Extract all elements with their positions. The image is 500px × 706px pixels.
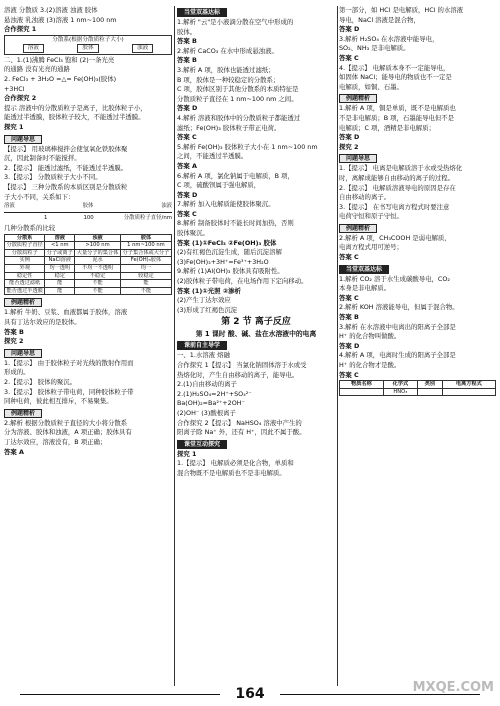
tag-class-interaction: 课堂互动探究 <box>177 440 227 449</box>
tag-example-analysis-2: 例题精析 <box>4 409 42 418</box>
table-cell: 不能 <box>75 287 121 295</box>
text-line: 电离方程式用可逆号； <box>339 243 403 252</box>
table-cell: 稳定 <box>45 272 75 280</box>
text-line: 2.解析 CaCO₃ 在水中形成悬浊液。 <box>177 46 278 55</box>
text-line: 同种电荷，彼此相互排斥，不易聚集。 <box>4 397 113 406</box>
text-line: 合作探究 2【提示】 NaHSO₄ 溶液中产生的 <box>177 418 302 427</box>
text-line: (2)有红褐色沉淀生成，随后沉淀溶解 <box>177 248 282 257</box>
table-cell: 实例 <box>5 257 45 265</box>
text-line: 胶体。 <box>177 27 197 36</box>
table-cell: NaCl溶液 <box>45 257 75 265</box>
text-line: 时，离解成能够自由移动的离子的过程。 <box>339 173 455 182</box>
col3-section-5 <box>339 275 496 380</box>
diagram-box-suspension: 浊液 <box>132 44 153 53</box>
table-cell: Fe(OH)₃胶体 <box>120 257 171 265</box>
text-line: 答案 B <box>177 37 197 46</box>
column-middle <box>177 6 335 686</box>
table-cell: 能 <box>45 287 75 295</box>
lesson-title: 第 1 课时 酸、碱、盐在水溶液中的电离 <box>195 330 317 339</box>
text-line: 答案 C <box>177 209 197 218</box>
text-line: 答案 D <box>339 133 360 142</box>
text-line: 溶液 分散质 3.(2)溶液 浊液 胶体 <box>4 6 98 14</box>
text-line: 之间，不能透过半透膜。 <box>177 152 248 161</box>
text-line: 1.解析 牛奶、豆浆、血液都属于胶体，溶液 <box>4 308 128 317</box>
text-line: 一、1.水溶液 熔融 <box>177 351 230 360</box>
text-line: (3)Fe(OH)₃+3H⁺=Fe³⁺+3H₂O <box>177 257 269 266</box>
col2-heading-probe-1: 探究 1 <box>177 449 197 458</box>
text-line: 答案 D <box>339 341 360 350</box>
text-line: 1.解析 CO₂ 溶于水生成碳酸导电，CO₂ <box>339 274 450 283</box>
col3-heading-probe-2: 探究 2 <box>339 142 359 151</box>
col1-heading-probe-1: 探究 1 <box>4 122 24 131</box>
table-cell <box>442 388 495 396</box>
text-line: 3.【提示】 在书写电离方程式时要注意 <box>339 202 450 211</box>
text-line: 1.【提示】 电解质必须是化合物，单质和 <box>177 459 294 468</box>
axis-tick-1: 1 <box>44 215 48 222</box>
text-line: 2. FeCl₃ + 3H₂O =△= Fe(OH)₃(胶体) <box>4 74 117 83</box>
table-title: 几种分散系的比较 <box>4 224 56 233</box>
text-line: 混合物既不是电解质也不是非电解质。 <box>177 468 286 477</box>
text-line: Ba(OH)₂=Ba²⁺+2OH⁻ <box>177 399 245 408</box>
text-line: 胶体聚沉。 <box>177 229 209 238</box>
text-line: 答案 B <box>177 56 197 65</box>
col1-section-7 <box>4 419 172 456</box>
table-row <box>5 257 172 265</box>
table-cell: HNO₃ <box>383 388 417 396</box>
text-line: 提示 溶液中的分散质粒子是离子，比胶体粒子小， <box>4 103 147 112</box>
col1-heading-explore-1: 合作探究 1 <box>4 25 37 34</box>
table-cell: 浊液 <box>75 234 121 242</box>
text-line: H⁺ 的化合物叫做酸。 <box>339 332 401 341</box>
column-right <box>339 6 496 686</box>
table-row <box>5 265 172 273</box>
text-line: 如固体 NaCl；能导电的物质也不一定是 <box>339 73 452 82</box>
text-line: 3.解析 在水溶液中电离出的阳离子全部是 <box>339 322 456 331</box>
text-line: 本身是非电解质。 <box>339 284 391 293</box>
text-line: 2.【提示】 电解质溶液导电的原因是存在 <box>339 183 456 192</box>
watermark: MXQE.COM <box>412 680 494 695</box>
text-line: 3.解析 A 项，胶体也能透过滤纸； <box>177 65 275 74</box>
text-line: 4.解析 溶液和胶体中的分散质粒子都能透过 <box>177 113 301 122</box>
table-cell: 胶体 <box>120 234 171 242</box>
text-line: SO₂、NH₃ 是非电解质。 <box>339 44 410 53</box>
dispersion-comparison-table <box>4 234 172 296</box>
text-line: 答案 D <box>177 104 198 113</box>
table-cell: 分散系 <box>5 234 45 242</box>
axis-ticks <box>4 215 172 222</box>
text-line: 答案 C <box>339 293 359 302</box>
text-line: 答案 (1)①光照 ②渗析 <box>177 286 241 295</box>
text-line: 悬浊液 乳浊液 (3)溶液 1 nm~100 nm <box>4 15 117 24</box>
text-line: 3.解析 H₂SO₄ 在水溶液中能导电， <box>339 34 439 43</box>
text-line: 6.解析 A 项，氯化钠属于电解质，B 项， <box>177 171 294 180</box>
table-cell: 物质名称 <box>340 381 384 389</box>
text-line: 1.【提示】 由于胶体粒子对光线的散射作用而 <box>4 358 134 367</box>
text-line: H⁺ 的化合物才是酸。 <box>339 361 401 369</box>
text-line: 2.解析 A 项，CH₃COOH 是弱电解质， <box>339 233 451 242</box>
column-divider-2 <box>337 6 338 686</box>
col1-section-6 <box>4 359 172 406</box>
tag-question-guide-3: 问题导思 <box>339 154 377 163</box>
text-line: 沉，因此制备时不能搅拌。 <box>4 154 81 163</box>
text-line: 热熔化时，产生自由移动的离子，能导电。 <box>177 370 299 379</box>
column-divider-1 <box>174 6 175 686</box>
text-line: 电解质，如铜、石墨。 <box>339 82 403 91</box>
diagram-box-solution: 溶液 <box>23 44 44 53</box>
text-line: 7.解析 加入电解质能使胶体聚沉。 <box>177 200 275 209</box>
table-cell: 不能 <box>120 287 171 295</box>
diagram-label: 分散系(根据分散质粒子大小) <box>52 36 124 43</box>
diagram-box-colloid: 胶体 <box>77 44 98 53</box>
col2-section-3 <box>177 459 335 477</box>
diagram-boxes <box>6 44 170 53</box>
axis-tick-100: 100 <box>83 215 94 222</box>
table-cell <box>417 388 442 396</box>
text-line: 2.(1)自由移动的离子 <box>177 380 237 389</box>
text-line: 1.【提示】 电离是电解质溶于水或受热熔化 <box>339 164 463 173</box>
text-line: 【提示】 用玻璃棒搅拌会使氢氧化铁胶体聚 <box>4 144 128 153</box>
tag-example-analysis-4: 例题精析 <box>339 224 377 233</box>
text-line: 答案 C <box>339 53 359 62</box>
text-line: 答案 (1)①FeCl₃ ②Fe(OH)₃ 胶体 <box>177 238 277 247</box>
text-line: 合作探究 1【提示】 当氯化钠固体溶于水或受 <box>177 361 307 369</box>
table-cell: 不稳定 <box>75 272 121 280</box>
text-line: 5.解析 Fe(OH)₃ 胶体粒子大小在 1 nm~100 nm <box>177 142 318 151</box>
text-line: 4.解析 A 项，电离时生成的阳离子全部是 <box>339 351 456 360</box>
text-line: 答案 B <box>339 313 359 322</box>
tag-example-analysis-3: 例题精析 <box>339 94 377 103</box>
text-line: 2.【提示】 胶体的聚沉。 <box>4 378 77 386</box>
axis-part-solution: 溶液 <box>4 203 15 210</box>
text-line: +3HCl <box>4 84 25 93</box>
table-cell: >100 nm <box>75 242 121 250</box>
text-line: 具有丁达尔效应的是胶体。 <box>4 318 81 327</box>
table-row <box>5 242 172 250</box>
col3-section-1 <box>339 6 496 91</box>
text-line: 分为溶液、胶体和浊液，A 项正确；胶体具有 <box>4 428 132 437</box>
text-line: C 项，硫酸钡属于强电解质， <box>177 181 261 190</box>
table-row <box>5 287 172 295</box>
text-line: 答案 C <box>339 370 359 379</box>
axis-unit: 分散质粒子直径/nm <box>123 215 172 222</box>
col1-section-4 <box>4 145 172 202</box>
tag-self-study: 课前自主导学 <box>177 341 227 350</box>
table-row <box>5 249 172 257</box>
col1-heading-explore-2: 合作探究 2 <box>4 94 37 103</box>
text-line: 3.【提示】 分散质粒子大小不同。 <box>4 173 102 182</box>
text-line: 二、1.(1)沸腾 FeCl₃ 饱和 (2)一条光亮 <box>4 55 115 64</box>
text-line: 答案 D <box>339 25 360 34</box>
col2-section-1 <box>177 18 335 314</box>
col3-section-4 <box>339 234 496 262</box>
text-line: 子大小不同，关系如下： <box>4 192 75 201</box>
particle-size-axis <box>4 203 172 222</box>
text-line: 电荷守恒和原子守恒。 <box>339 212 403 221</box>
table-cell: 不能 <box>75 280 121 288</box>
text-line: 自由移动的离子。 <box>339 193 391 202</box>
table-cell: 能 <box>120 280 171 288</box>
table-cell: 1 nm~100 nm <box>120 242 171 250</box>
table-cell: <1 nm <box>45 242 75 250</box>
classification-diagram <box>4 35 172 55</box>
table-cell: 电离方程式 <box>442 381 495 389</box>
table-cell: 能 <box>45 280 75 288</box>
text-line: B 项，胶体是一种较稳定的分散系； <box>177 75 280 84</box>
table-cell: 能否透过滤纸 <box>5 280 45 288</box>
table-row <box>5 234 172 242</box>
col3-section-3 <box>339 164 496 221</box>
text-line: 答案 D <box>177 190 198 199</box>
col1-section-5 <box>4 308 172 336</box>
text-line: 1.解析 A 项，铜是单质，既不是电解质也 <box>339 104 456 113</box>
text-line: 答案 C <box>177 133 197 142</box>
text-line: 形成的。 <box>4 368 30 377</box>
axis-part-suspension: 浊液 <box>161 203 172 210</box>
text-line: 阳离子除 Na⁺ 外，还有 H⁺，因此不属于酸。 <box>177 428 306 437</box>
table-cell: 稳定性 <box>5 272 45 280</box>
tag-question-guide: 问题导思 <box>4 135 42 144</box>
table-cell: 泥水 <box>75 257 121 265</box>
table-row <box>5 272 172 280</box>
text-line: 不是非电解质；B 项，石墨能导电但不是 <box>339 113 455 122</box>
text-line: 能透过半透膜，胶体粒子较大，不能透过半透膜。 <box>4 113 145 122</box>
table-cell: 外观 <box>5 265 45 273</box>
text-line: 答案 A <box>4 447 24 456</box>
text-line: 【提示】 三种分散系的本质区别是分散质粒 <box>4 182 128 191</box>
text-line: (2)OH⁻ (3)酸根离子 <box>177 408 236 417</box>
table-cell: 分子集合体或大分子 <box>120 249 171 257</box>
text-line: 2.解析 KOH 溶液能导电，但属于混合物。 <box>339 303 459 312</box>
text-line: (3)形成了红褐色沉淀 <box>177 305 238 314</box>
table-cell: 类别 <box>417 381 442 389</box>
text-line: 2.【提示】 能透过滤纸，不能透过半透膜。 <box>4 163 128 172</box>
table-cell: 化学式 <box>383 381 417 389</box>
col1-section-2 <box>4 56 172 93</box>
table-cell <box>340 388 384 396</box>
table-cell: 分子或离子 <box>46 249 73 256</box>
page-number: 164 <box>235 686 265 702</box>
text-line: 2.(1)H₂SO₄=2H⁺+SO₄²⁻ <box>177 389 252 398</box>
col2-section-2 <box>177 351 335 436</box>
table-cell: 不均一不透明 <box>75 265 121 273</box>
table-cell: 溶液 <box>45 234 75 242</box>
col1-heading-probe-2: 探究 2 <box>4 337 24 346</box>
text-line: 8.解析 制备胶体时不能长时间加热，否则 <box>177 219 294 228</box>
table-cell: 均一 <box>120 265 171 273</box>
text-line: 第一部分，如 HCl 是电解质，HCl 的水溶液 <box>339 6 464 14</box>
text-line: 3.【提示】 胶体粒子带电荷，同种胶体粒子带 <box>4 387 134 396</box>
section-title: 第 2 节 离子反应 <box>221 317 291 328</box>
text-line: 分散质粒子直径在 1 nm~100 nm 之间。 <box>177 94 298 103</box>
text-line: 9.解析 (1)Al(OH)₃ 胶体具有吸附性。 <box>177 267 284 276</box>
text-line: 导电，NaCl 溶液是混合物， <box>339 15 420 24</box>
axis-parts <box>4 203 172 210</box>
text-line: 1.解析 "云"是小液滴分散在空气中形成的 <box>177 18 294 26</box>
tag-question-guide-2: 问题导思 <box>4 349 42 358</box>
table-cell: 均一透明 <box>45 265 75 273</box>
col3-section-2 <box>339 104 496 141</box>
text-line: 电解质；C 项，酒精是非电解质； <box>339 123 435 132</box>
column-left <box>4 6 172 686</box>
text-line: (2)产生丁达尔效应 <box>177 296 231 305</box>
axis-part-colloid: 胶体 <box>82 203 94 210</box>
text-line: 答案 C <box>339 253 359 262</box>
tag-class-practice-2: 当堂双基达标 <box>339 265 389 274</box>
text-line: 的通路 没有光亮的通路 <box>4 65 70 74</box>
tag-example-analysis: 例题精析 <box>4 298 42 307</box>
text-line: 答案 A <box>177 161 197 170</box>
table-row <box>5 280 172 288</box>
table-cell: 大量分子的集合体 <box>75 249 121 257</box>
electrolyte-table <box>339 380 496 396</box>
text-line: C 项，胶体区别于其他分散系的本质特征是 <box>177 85 299 94</box>
col1-section-3 <box>4 104 172 122</box>
table-row <box>340 388 496 396</box>
text-line: 答案 B <box>4 327 24 336</box>
tag-class-practice: 当堂双基达标 <box>177 8 227 17</box>
text-line: 滤纸；Fe(OH)₃ 胶体粒子带正电荷。 <box>177 123 281 132</box>
col1-intro <box>4 6 172 24</box>
text-line: 丁达尔效应，溶液没有，B 项正确； <box>4 437 107 446</box>
table-cell: 能否透过半透膜 <box>5 287 45 295</box>
table-cell: 较稳定 <box>120 272 171 280</box>
text-line: (2)胶体粒子带电荷，在电场作用下定向移动。 <box>177 277 308 286</box>
table-cell: 分散质粒子直径 <box>5 242 45 250</box>
text-line: 4.【提示】 电解质本身不一定能导电， <box>339 63 450 72</box>
table-row <box>340 381 496 389</box>
axis-line <box>4 212 172 213</box>
table-cell: 分散质粒子 <box>5 249 45 257</box>
text-line: 2.解析 根据分散质粒子直径的大小将分散系 <box>4 418 128 427</box>
